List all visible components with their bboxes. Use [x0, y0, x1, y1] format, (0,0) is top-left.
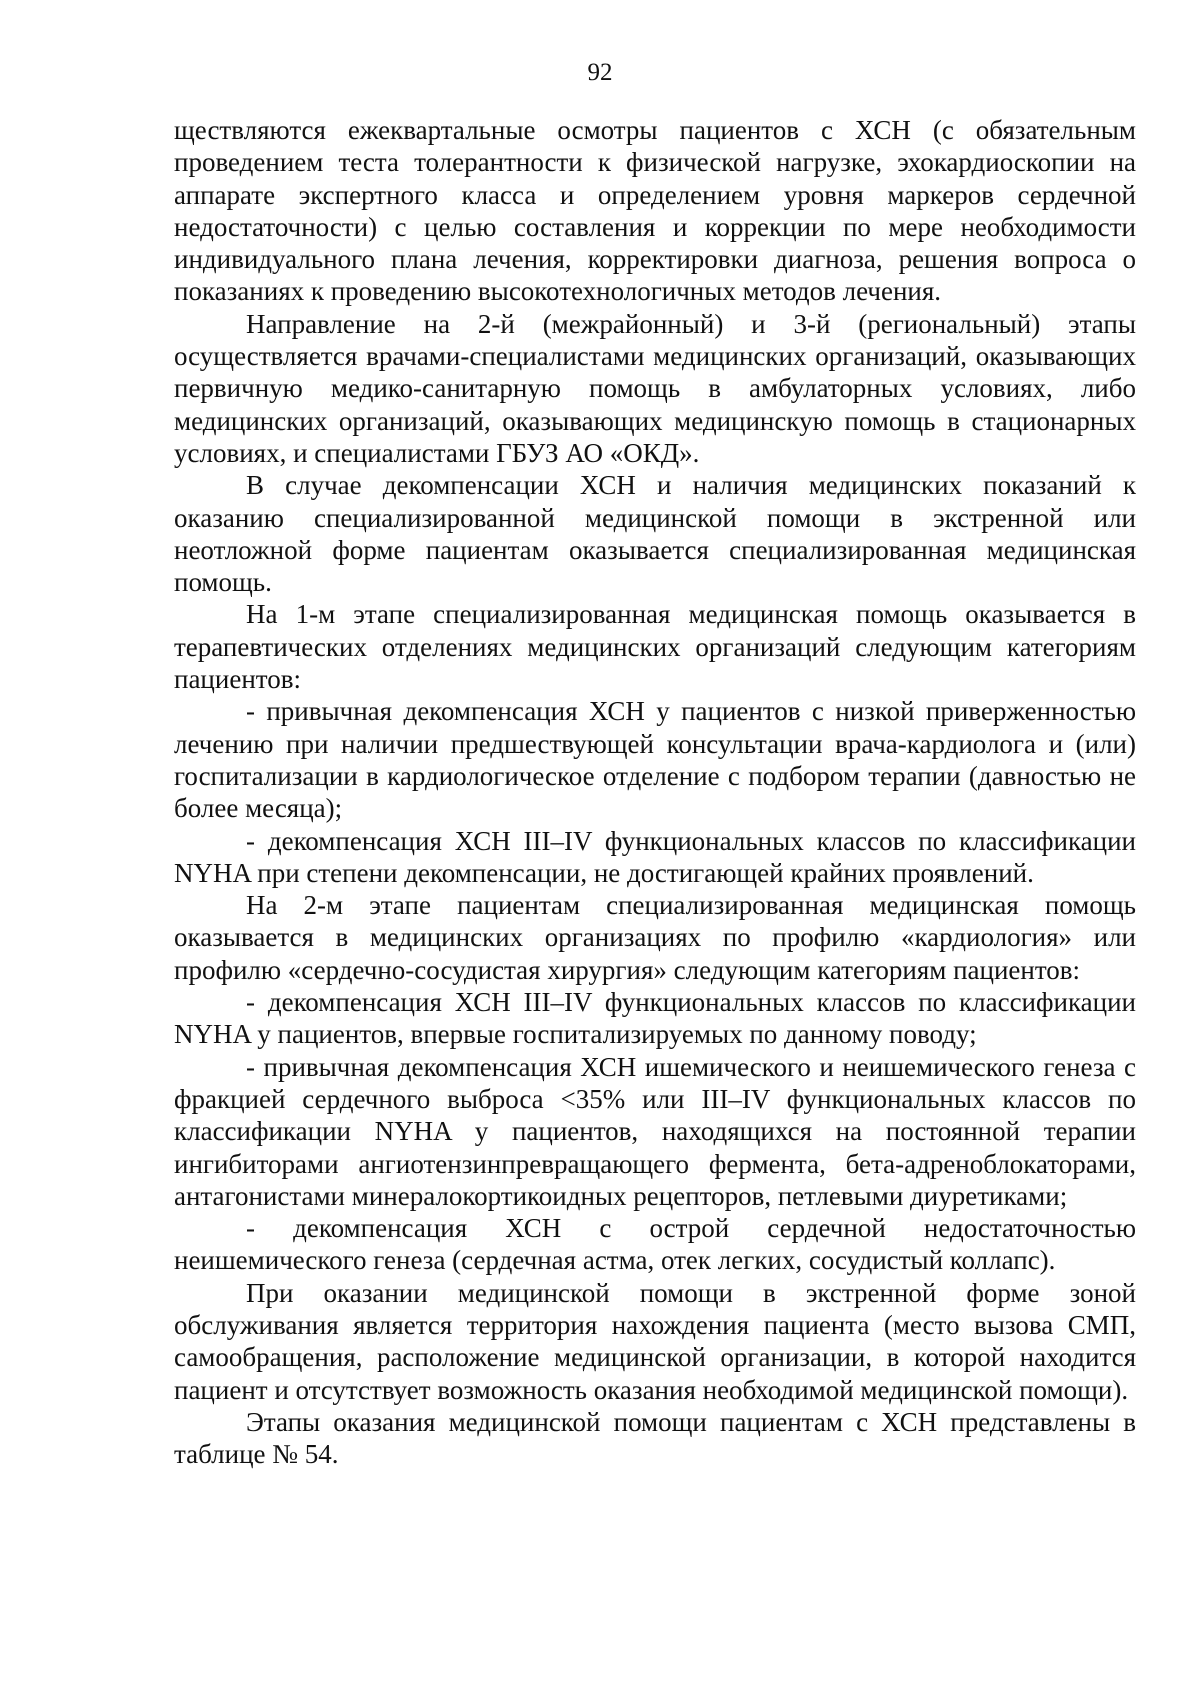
- paragraph-referral-stages: Направление на 2-й (межрайонный) и 3-й (региональный) этапы осуществляется врачами-специалистами медицинских организаций, оказывающих первичную медико-санитарную помощь в амбулаторных условиях, либо медицинских организаций, оказывающих медицинскую помощь в стационарных условиях, и специалистами ГБУЗ АО «ОКД».: [174, 308, 1136, 468]
- list-item: - декомпенсация ХСН с острой сердечной недостаточностью неишемического генеза (сердечная астма, отек легких, сосудистый коллапс).: [174, 1213, 1136, 1276]
- list-item: - привычная декомпенсация ХСН у пациентов с низкой приверженностью лечению при наличии предшествующей консультации врача-кардиолога и (или) госпитализации в кардиологическое отделение с подбором терапии (давностью не более месяца);: [174, 696, 1136, 824]
- paragraph-emergency-zone: При оказании медицинской помощи в экстренной форме зоной обслуживания является территория нахождения пациента (место вызова СМП, самообращения, расположение медицинской организации, в которой находится пациент и отсутствует возможность оказания необходимой медицинской помощи).: [174, 1277, 1136, 1405]
- paragraph-stage-2: На 2-м этапе пациентам специализированная медицинская помощь оказывается в медицинских организациях по профилю «кардиология» или профилю «сердечно-сосудистая хирургия» следующим категориям пациентов:: [174, 890, 1136, 985]
- document-body: [174, 114, 1136, 1470]
- list-item: - декомпенсация ХСН III–IV функциональных классов по классификации NYHA при степени декомпенсации, не достигающей крайних проявлений.: [174, 825, 1136, 888]
- paragraph-continuation: ществляются ежеквартальные осмотры пациентов с ХСН (с обязательным проведением теста толерантности к физической нагрузке, эхокардиоскопии на аппарате экспертного класса и определением уровня маркеров сердечной недостаточности) с целью составления и коррекции по мере необходимости индивидуального плана лечения, корректировки диагноза, решения вопроса о показаниях к проведению высокотехнологичных методов лечения.: [174, 115, 1136, 307]
- paragraph-table-reference: Этапы оказания медицинской помощи пациентам с ХСН представлены в таблице № 54.: [174, 1406, 1136, 1470]
- page-number: 92: [587, 59, 613, 86]
- paragraph-decompensation-care: В случае декомпенсации ХСН и наличия медицинских показаний к оказанию специализированной медицинской помощи в экстренной или неотложной форме пациентам оказывается специализированная медицинская помощь.: [174, 470, 1136, 598]
- list-item: - привычная декомпенсация ХСН ишемического и неишемического генеза с фракцией сердечного выброса <35% или III–IV функциональных классов по классификации NYHA у пациентов, находящихся на постоянной терапии ингибиторами ангиотензинпревращающего фермента, бета-адреноблокаторами, антагонистами минералокортикоидных рецепторов, петлевыми диуретиками;: [174, 1051, 1136, 1211]
- list-item: - декомпенсация ХСН III–IV функциональных классов по классификации NYHA у пациентов, впервые госпитализируемых по данному поводу;: [174, 987, 1136, 1050]
- paragraph-stage-1: На 1-м этапе специализированная медицинская помощь оказывается в терапевтических отделениях медицинских организаций следующим категориям пациентов:: [174, 599, 1136, 695]
